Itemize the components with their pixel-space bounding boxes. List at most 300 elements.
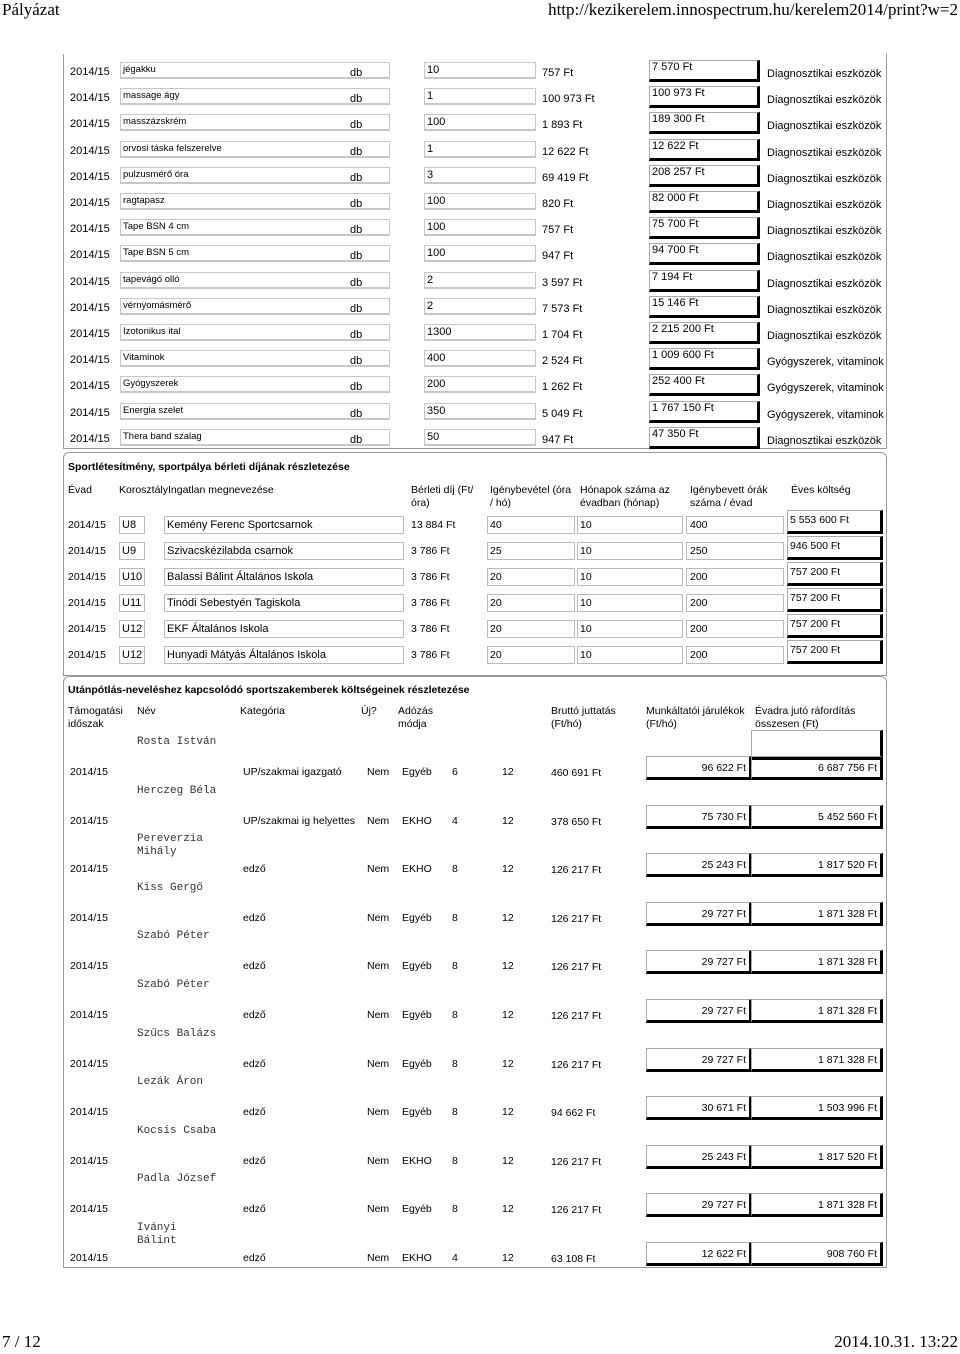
value-b-cell: 12 xyxy=(502,1252,514,1264)
usage-cell: 20 xyxy=(490,597,502,609)
period-cell: 2014/15 xyxy=(70,960,108,973)
period-cell: 2014/15 xyxy=(70,814,108,827)
unit-price-cell: 69 419 Ft xyxy=(542,171,589,184)
season-total-field: 1 871 328 Ft xyxy=(751,950,883,974)
tax-cell: EKHO xyxy=(402,863,432,876)
item-name-field: ragtapasz xyxy=(120,193,390,210)
category-cell: edző xyxy=(243,863,266,876)
item-name-field: Tape BSN 5 cm xyxy=(120,245,390,262)
quantity-field: 200 xyxy=(424,376,536,393)
category-cell: Diagnosztikai eszközök xyxy=(767,68,882,80)
employer-contrib-field: 75 730 Ft xyxy=(646,805,752,829)
category-cell: edző xyxy=(243,911,266,924)
new-cell: Nem xyxy=(367,766,390,778)
staff-col-header-period: Támogatási időszak xyxy=(68,705,123,730)
annual-cost-field: 757 200 Ft xyxy=(787,588,883,612)
category-cell: Diagnosztikai eszközök xyxy=(767,172,882,185)
tax-cell: Egyéb xyxy=(402,1057,432,1070)
unit-cell: db xyxy=(350,407,363,420)
quantity-field: 400 xyxy=(424,350,536,367)
gross-cell: 126 217 Ft xyxy=(551,961,602,974)
annual-cost-field: 757 200 Ft xyxy=(787,562,883,586)
total-field: 82 000 Ft xyxy=(649,191,760,213)
season-cell: 2014/15 xyxy=(70,380,110,393)
months-box xyxy=(577,620,683,638)
category-cell: Gyógyszerek, vitaminok xyxy=(767,408,884,421)
tax-cell: EKHO xyxy=(402,1154,432,1167)
months-box xyxy=(577,542,683,560)
season-cell: 2014/15 xyxy=(68,571,106,583)
page-footer-datetime: 2014.10.31. 13:22 xyxy=(834,1332,958,1351)
gross-cell: 126 217 Ft xyxy=(551,864,602,877)
quantity-field: 100 xyxy=(424,193,536,210)
unit-price-cell: 1 262 Ft xyxy=(542,381,583,394)
period-cell: 2014/15 xyxy=(70,1252,108,1264)
equipment-table xyxy=(63,54,887,449)
total-field: 100 973 Ft xyxy=(649,86,760,108)
category-cell: Diagnosztikai eszközök xyxy=(767,303,882,316)
months-box xyxy=(577,516,683,534)
value-a-cell: 8 xyxy=(452,1203,458,1216)
employer-contrib-field: 25 243 Ft xyxy=(646,853,752,877)
gross-cell: 126 217 Ft xyxy=(551,1010,602,1022)
unit-cell: db xyxy=(350,198,363,210)
staff-col-header-name: Név xyxy=(137,705,156,717)
months-box xyxy=(577,568,683,586)
unit-price-cell: 820 Ft xyxy=(542,198,574,210)
employer-contrib-field: 12 622 Ft xyxy=(646,1242,752,1266)
unit-price-cell: 2 524 Ft xyxy=(542,355,583,368)
hours-cell: 200 xyxy=(690,649,708,661)
new-cell: Nem xyxy=(367,814,390,827)
page-header-left: Pályázat xyxy=(2,0,60,19)
employer-contrib-field: 96 622 Ft xyxy=(646,756,752,780)
value-a-cell: 8 xyxy=(452,1057,458,1070)
season-total-field: 1 871 328 Ft xyxy=(751,1193,883,1217)
season-cell: 2014/15 xyxy=(70,432,110,445)
value-a-cell: 8 xyxy=(452,1154,458,1167)
value-b-cell: 12 xyxy=(502,960,514,973)
staff-name: Szabó Péter xyxy=(137,930,210,943)
category-cell: Diagnosztikai eszközök xyxy=(767,225,882,238)
employer-contrib-field: 29 727 Ft xyxy=(646,902,752,926)
hours-cell: 400 xyxy=(690,519,708,531)
period-cell: 2014/15 xyxy=(70,1009,108,1021)
total-field: 75 700 Ft xyxy=(649,217,760,239)
usage-cell: 40 xyxy=(490,519,502,531)
category-cell: Gyógyszerek, vitaminok xyxy=(767,382,884,395)
total-field: 94 700 Ft xyxy=(649,243,760,265)
tax-cell: Egyéb xyxy=(402,766,432,778)
usage-cell: 20 xyxy=(490,649,502,661)
tax-cell: EKHO xyxy=(402,814,432,827)
tax-cell: Egyéb xyxy=(402,960,432,973)
value-b-cell: 12 xyxy=(502,1203,514,1216)
category-cell: edző xyxy=(243,1009,266,1021)
category-cell: edző xyxy=(243,1203,266,1216)
item-name-field: vérnyomásmérő xyxy=(120,298,390,315)
category-cell: UP/szakmai igazgató xyxy=(243,766,342,778)
season-cell: 2014/15 xyxy=(70,170,110,183)
unit-price-cell: 12 622 Ft xyxy=(542,145,589,158)
staff-col-header-tax: Adózás módja xyxy=(398,705,434,730)
season-cell: 2014/15 xyxy=(70,275,110,288)
unit-cell: db xyxy=(350,145,363,158)
quantity-field: 350 xyxy=(424,403,536,420)
unit-cell: db xyxy=(350,433,363,446)
fee-cell: 13 884 Ft xyxy=(411,519,456,531)
season-total-field: 5 452 560 Ft xyxy=(751,805,883,829)
value-a-cell: 8 xyxy=(452,911,458,924)
staff-name: Kocsis Csaba xyxy=(137,1124,217,1137)
item-name-field: massage ágy xyxy=(120,88,390,105)
unit-cell: db xyxy=(350,67,363,79)
total-field: 2 215 200 Ft xyxy=(649,322,760,344)
value-b-cell: 12 xyxy=(502,1154,514,1167)
fee-cell: 3 786 Ft xyxy=(411,571,450,583)
value-a-cell: 4 xyxy=(452,1252,458,1264)
fee-cell: 3 786 Ft xyxy=(411,649,450,661)
period-cell: 2014/15 xyxy=(70,766,108,778)
equipment-row xyxy=(64,193,886,219)
new-cell: Nem xyxy=(367,1057,390,1070)
item-name-field: Thera band szalag xyxy=(120,429,390,446)
new-cell: Nem xyxy=(367,1106,390,1119)
employer-contrib-field: 30 671 Ft xyxy=(646,1096,752,1120)
new-cell: Nem xyxy=(367,960,390,973)
season-cell: 2014/15 xyxy=(68,519,106,531)
quantity-field: 2 xyxy=(424,272,536,289)
item-name-field: Vitaminok xyxy=(120,350,390,367)
unit-price-cell: 1 893 Ft xyxy=(542,119,583,132)
tax-cell: Egyéb xyxy=(402,1009,432,1021)
category-cell: UP/szakmai ig helyettes xyxy=(243,814,356,827)
months-cell: 10 xyxy=(580,623,592,635)
value-b-cell: 12 xyxy=(502,814,514,827)
value-a-cell: 8 xyxy=(452,863,458,876)
venue-cell: Hunyadi Mátyás Általános Iskola xyxy=(167,649,326,661)
equipment-row xyxy=(64,167,886,193)
venue-cell: Balassi Bálint Általános Iskola xyxy=(167,571,314,583)
category-cell: Gyógyszerek, vitaminok xyxy=(767,356,884,369)
unit-price-cell: 757 Ft xyxy=(542,67,574,79)
season-cell: 2014/15 xyxy=(68,649,106,661)
staff-col-header-new: Új? xyxy=(361,705,377,717)
staff-col-header-gross: Bruttó juttatás (Ft/hó) xyxy=(551,705,616,730)
item-name-field: orvosi táska felszerelve xyxy=(120,141,390,158)
equipment-row xyxy=(64,298,886,324)
unit-price-cell: 947 Ft xyxy=(542,433,574,446)
new-cell: Nem xyxy=(367,911,390,924)
page-footer-number: 7 / 12 xyxy=(2,1332,41,1351)
equipment-row xyxy=(64,141,886,167)
facility-col-header: Igénybevett órák száma / évad xyxy=(690,484,768,509)
category-cell: edző xyxy=(243,960,266,973)
category-cell: Diagnosztikai eszközök xyxy=(767,330,882,342)
employer-contrib-field: 29 727 Ft xyxy=(646,999,752,1023)
season-cell: 2014/15 xyxy=(68,623,106,635)
annual-cost-field: 757 200 Ft xyxy=(787,640,883,664)
months-cell: 10 xyxy=(580,545,592,557)
staff-name: Szabó Péter xyxy=(137,979,210,991)
season-cell: 2014/15 xyxy=(70,197,110,209)
season-cell: 2014/15 xyxy=(70,301,110,314)
equipment-row xyxy=(64,350,886,376)
equipment-row xyxy=(64,114,886,140)
unit-price-cell: 100 973 Ft xyxy=(542,93,595,106)
staff-col-header-total: Évadra jutó ráfordítás összesen (Ft) xyxy=(755,705,856,730)
quantity-field: 1300 xyxy=(424,324,536,341)
facility-col-header: Ingatlan megnevezése xyxy=(168,484,274,496)
gross-cell: 126 217 Ft xyxy=(551,912,602,925)
annual-cost-field: 5 553 600 Ft xyxy=(787,510,883,534)
months-box xyxy=(577,594,683,612)
item-name-field: jégakku xyxy=(120,62,390,79)
season-cell: 2014/15 xyxy=(70,66,110,78)
employer-contrib-field: 25 243 Ft xyxy=(646,1145,752,1169)
value-b-cell: 12 xyxy=(502,766,514,778)
staff-name: Kiss Gergő xyxy=(137,881,204,894)
page-header-url: http://kezikerelem.innospectrum.hu/kerelem2014/print?w=2 xyxy=(548,0,958,19)
total-field: 252 400 Ft xyxy=(649,374,760,396)
season-cell: 2014/15 xyxy=(68,597,106,609)
quantity-field: 3 xyxy=(424,167,536,184)
total-field: 1 009 600 Ft xyxy=(649,348,760,370)
staff-name: Iványi Bálint xyxy=(137,1222,177,1247)
season-cell: 2014/15 xyxy=(70,249,110,262)
facility-col-header: Hónapok száma az évadban (hónap) xyxy=(580,484,670,509)
category-cell: Diagnosztikai eszközök xyxy=(767,277,882,290)
season-cell: 2014/15 xyxy=(70,354,110,367)
new-cell: Nem xyxy=(367,1252,390,1264)
age-group-cell: U8 xyxy=(122,519,137,531)
usage-cell: 20 xyxy=(490,571,502,583)
unit-cell: db xyxy=(350,224,363,237)
value-b-cell: 12 xyxy=(502,1106,514,1119)
annual-cost-field: 757 200 Ft xyxy=(787,614,883,638)
period-cell: 2014/15 xyxy=(70,1154,108,1167)
staff-name: Pereverzia Mihály xyxy=(137,833,204,859)
venue-cell: Tinódi Sebestyén Tagiskola xyxy=(167,597,301,609)
months-cell: 10 xyxy=(580,597,592,609)
quantity-field: 1 xyxy=(424,88,536,105)
staff-name: Lezák Áron xyxy=(137,1076,204,1089)
total-field: 47 350 Ft xyxy=(649,427,760,449)
facility-col-header: Bérleti díj (Ft/óra) xyxy=(411,484,474,509)
staff-name: Padla József xyxy=(137,1173,217,1186)
equipment-row xyxy=(64,324,886,350)
category-cell: edző xyxy=(243,1252,266,1264)
period-cell: 2014/15 xyxy=(70,1057,108,1070)
hours-cell: 200 xyxy=(690,623,708,635)
item-name-field: pulzusmérő óra xyxy=(120,167,390,184)
gross-cell: 94 662 Ft xyxy=(551,1107,596,1120)
facility-col-header: Korosztály xyxy=(119,484,169,496)
item-name-field: masszázskrém xyxy=(120,114,390,131)
new-cell: Nem xyxy=(367,1009,390,1021)
item-name-field: Izotonikus ital xyxy=(120,324,390,341)
staff-name: Herczeg Béla xyxy=(137,784,217,797)
age-group-cell: U9 xyxy=(122,545,137,557)
quantity-field: 1 xyxy=(424,141,536,158)
season-total-field: 1 871 328 Ft xyxy=(751,999,883,1023)
unit-cell: db xyxy=(350,276,363,289)
staff-col-header-employer: Munkáltatói járulékok (Ft/hó) xyxy=(646,705,745,730)
new-cell: Nem xyxy=(367,1203,390,1216)
season-total-field: 1 817 520 Ft xyxy=(751,853,883,877)
item-name-field: tapevágó olló xyxy=(120,272,390,289)
season-total-field: 1 871 328 Ft xyxy=(751,1048,883,1072)
season-total-field: 1 503 996 Ft xyxy=(751,1096,883,1120)
period-cell: 2014/15 xyxy=(70,863,108,876)
tax-cell: EKHO xyxy=(402,1252,432,1264)
equipment-row xyxy=(64,62,886,88)
value-b-cell: 12 xyxy=(502,863,514,876)
total-field: 7 570 Ft xyxy=(649,60,760,82)
category-cell: Diagnosztikai eszközök xyxy=(767,120,882,133)
season-cell: 2014/15 xyxy=(70,144,110,157)
facility-col-header: Igénybevétel (óra / hó) xyxy=(490,484,572,509)
quantity-field: 100 xyxy=(424,219,536,236)
category-cell: edző xyxy=(243,1154,266,1167)
facility-col-header: Évad xyxy=(68,484,92,496)
tax-cell: Egyéb xyxy=(402,911,432,924)
hours-cell: 200 xyxy=(690,597,708,609)
facility-col-header: Éves költség xyxy=(791,484,851,496)
hours-cell: 250 xyxy=(690,545,708,557)
value-b-cell: 12 xyxy=(502,1009,514,1021)
gross-cell: 63 108 Ft xyxy=(551,1253,596,1265)
unit-cell: db xyxy=(350,93,363,106)
total-field: 208 257 Ft xyxy=(649,165,760,187)
season-total-field: 6 687 756 Ft xyxy=(751,756,883,780)
season-total-field: 1 871 328 Ft xyxy=(751,902,883,926)
staff-name: Rosta István xyxy=(137,736,217,748)
quantity-field: 50 xyxy=(424,429,536,446)
equipment-row xyxy=(64,376,886,402)
staff-name: Szűcs Balázs xyxy=(137,1027,217,1040)
season-cell: 2014/15 xyxy=(70,328,110,340)
staff-col-header-category: Kategória xyxy=(240,705,285,717)
venue-cell: Kemény Ferenc Sportcsarnok xyxy=(167,519,313,531)
facility-title: Sportlétesítmény, sportpálya bérleti díjának részletezése xyxy=(68,461,350,473)
age-group-cell: U11 xyxy=(122,597,142,609)
unit-cell: db xyxy=(350,171,363,184)
item-name-field: Energia szelet xyxy=(120,403,390,420)
fee-cell: 3 786 Ft xyxy=(411,623,450,635)
quantity-field: 2 xyxy=(424,298,536,315)
value-a-cell: 6 xyxy=(452,766,458,778)
category-cell: Diagnosztikai eszközök xyxy=(767,434,882,447)
gross-cell: 378 650 Ft xyxy=(551,815,602,828)
unit-price-cell: 1 704 Ft xyxy=(542,329,583,341)
item-name-field: Tape BSN 4 cm xyxy=(120,219,390,236)
new-cell: Nem xyxy=(367,863,390,876)
unit-price-cell: 5 049 Ft xyxy=(542,407,583,420)
new-cell: Nem xyxy=(367,1154,390,1167)
value-a-cell: 8 xyxy=(452,1009,458,1021)
venue-cell: EKF Általános Iskola xyxy=(167,623,269,635)
equipment-row xyxy=(64,429,886,455)
equipment-row xyxy=(64,88,886,114)
age-group-cell: U12 xyxy=(122,623,143,635)
gross-cell: 460 691 Ft xyxy=(551,767,602,779)
value-a-cell: 4 xyxy=(452,814,458,827)
unit-price-cell: 947 Ft xyxy=(542,250,574,263)
age-group-cell: U10 xyxy=(122,571,143,583)
hours-cell: 200 xyxy=(690,571,708,583)
unit-cell: db xyxy=(350,329,363,341)
value-b-cell: 12 xyxy=(502,911,514,924)
quantity-field: 100 xyxy=(424,114,536,131)
category-cell: edző xyxy=(243,1057,266,1070)
venue-cell: Szivacskézilabda csarnok xyxy=(167,545,293,557)
unit-cell: db xyxy=(350,250,363,263)
unit-price-cell: 7 573 Ft xyxy=(542,302,583,315)
employer-contrib-field: 29 727 Ft xyxy=(646,950,752,974)
category-cell: edző xyxy=(243,1106,266,1119)
season-total-field: 1 817 520 Ft xyxy=(751,1145,883,1169)
months-cell: 10 xyxy=(580,571,592,583)
equipment-row xyxy=(64,272,886,298)
gross-cell: 126 217 Ft xyxy=(551,1058,602,1071)
equipment-row xyxy=(64,245,886,271)
category-cell: Diagnosztikai eszközök xyxy=(767,146,882,159)
fee-cell: 3 786 Ft xyxy=(411,545,450,557)
season-cell: 2014/15 xyxy=(70,223,110,236)
value-a-cell: 8 xyxy=(452,960,458,973)
unit-price-cell: 757 Ft xyxy=(542,224,574,237)
category-cell: Diagnosztikai eszközök xyxy=(767,251,882,264)
value-a-cell: 8 xyxy=(452,1106,458,1119)
unit-price-cell: 3 597 Ft xyxy=(542,276,583,289)
total-field: 15 146 Ft xyxy=(649,296,760,318)
equipment-row xyxy=(64,403,886,429)
season-cell: 2014/15 xyxy=(70,406,110,419)
season-cell: 2014/15 xyxy=(70,92,110,105)
unit-cell: db xyxy=(350,355,363,368)
total-field: 12 622 Ft xyxy=(649,139,760,161)
quantity-field: 10 xyxy=(424,62,536,79)
tax-cell: Egyéb xyxy=(402,1106,432,1119)
usage-cell: 20 xyxy=(490,623,502,635)
employer-contrib-field: 29 727 Ft xyxy=(646,1048,752,1072)
quantity-field: 100 xyxy=(424,245,536,262)
gross-cell: 126 217 Ft xyxy=(551,1204,602,1217)
staff-title: Utánpótlás-neveléshez kapcsolódó sportszakemberek költségeinek részletezése xyxy=(68,684,470,696)
total-field: 7 194 Ft xyxy=(649,270,760,292)
gross-cell: 126 217 Ft xyxy=(551,1155,602,1168)
category-cell: Diagnosztikai eszközök xyxy=(767,199,882,211)
tax-cell: Egyéb xyxy=(402,1203,432,1216)
usage-cell: 25 xyxy=(490,545,502,557)
fee-cell: 3 786 Ft xyxy=(411,597,450,609)
total-field: 189 300 Ft xyxy=(649,112,760,134)
period-cell: 2014/15 xyxy=(70,1106,108,1119)
months-cell: 10 xyxy=(580,649,592,661)
category-cell: Diagnosztikai eszközök xyxy=(767,94,882,107)
value-b-cell: 12 xyxy=(502,1057,514,1070)
period-cell: 2014/15 xyxy=(70,1203,108,1216)
season-cell: 2014/15 xyxy=(70,118,110,131)
season-cell: 2014/15 xyxy=(68,545,106,557)
unit-cell: db xyxy=(350,119,363,132)
period-cell: 2014/15 xyxy=(70,911,108,924)
months-box xyxy=(577,646,683,664)
months-cell: 10 xyxy=(580,519,592,531)
employer-contrib-field: 29 727 Ft xyxy=(646,1193,752,1217)
total-field: 1 767 150 Ft xyxy=(649,401,760,423)
